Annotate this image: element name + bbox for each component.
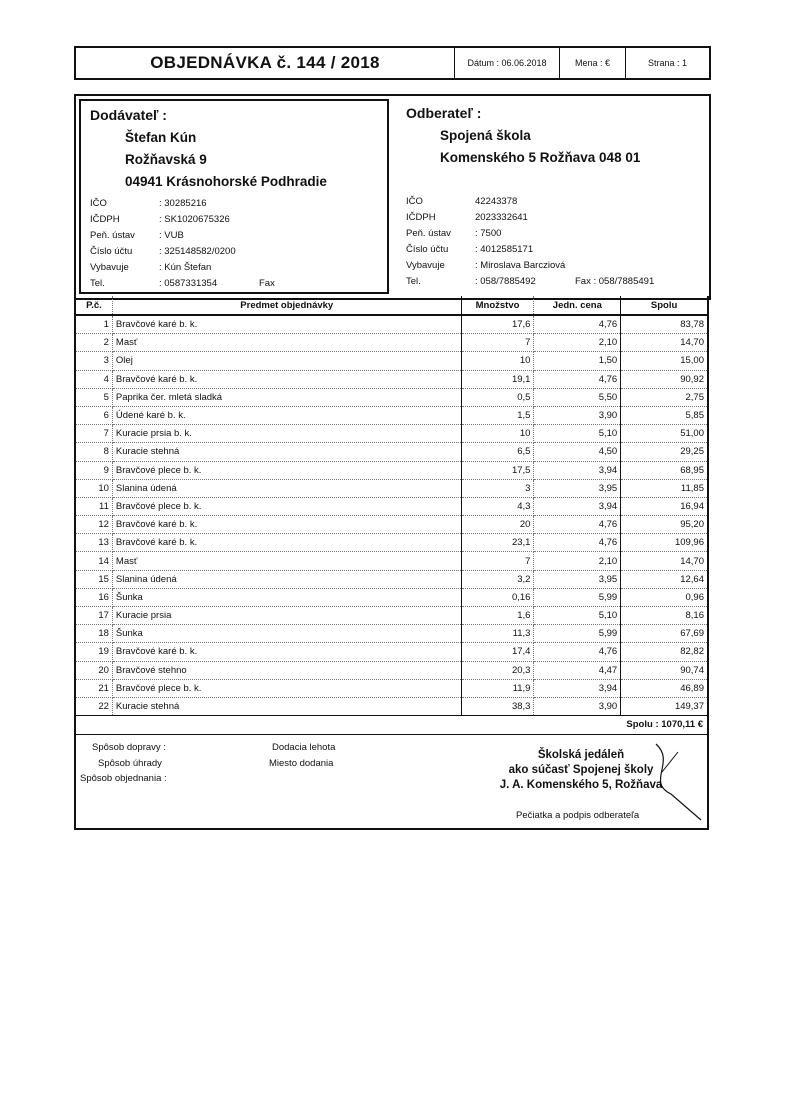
order-date: Dátum : 06.06.2018 <box>454 48 559 78</box>
col-header-quantity: Množstvo <box>461 296 534 315</box>
row-item-name: Údené karé b. k. <box>112 406 461 424</box>
row-quantity: 3,2 <box>461 570 534 588</box>
row-number: 21 <box>75 679 112 697</box>
col-header-item: Predmet objednávky <box>112 296 461 315</box>
row-number: 5 <box>75 388 112 406</box>
row-total: 14,70 <box>621 552 708 570</box>
row-total: 83,78 <box>621 315 708 334</box>
row-unit-price: 4,47 <box>534 661 621 679</box>
row-item-name: Bravčové stehno <box>112 661 461 679</box>
transport-method-label: Spôsob dopravy : <box>92 742 166 753</box>
row-unit-price: 1,50 <box>534 352 621 370</box>
row-number: 15 <box>75 570 112 588</box>
col-header-total: Spolu <box>621 296 708 315</box>
row-item-name: Masť <box>112 552 461 570</box>
row-unit-price: 4,76 <box>534 370 621 388</box>
row-total: 68,95 <box>621 461 708 479</box>
supplier-info <box>90 195 275 291</box>
supplier-street: Rožňavská 9 <box>125 152 207 167</box>
row-total: 51,00 <box>621 425 708 443</box>
customer-field: IČDPH 2023332641 <box>406 211 528 223</box>
row-quantity: 20 <box>461 516 534 534</box>
table-row <box>75 461 708 479</box>
row-unit-price: 5,50 <box>534 388 621 406</box>
row-quantity: 38,3 <box>461 697 534 715</box>
table-row <box>75 479 708 497</box>
table-row <box>75 388 708 406</box>
stamp-line-1: Školská jedáleň <box>537 749 625 761</box>
payment-method-label: Spôsob úhrady <box>98 758 162 769</box>
delivery-place-label: Miesto dodania <box>269 758 334 769</box>
row-number: 12 <box>75 516 112 534</box>
table-row <box>75 625 708 643</box>
row-quantity: 17,4 <box>461 643 534 661</box>
row-unit-price: 4,50 <box>534 443 621 461</box>
row-item-name: Bravčové karé b. k. <box>112 315 461 334</box>
row-quantity: 17,5 <box>461 461 534 479</box>
row-item-name: Šunka <box>112 625 461 643</box>
row-total: 46,89 <box>621 679 708 697</box>
supplier-label: Dodávateľ : <box>90 107 167 123</box>
row-total: 14,70 <box>621 334 708 352</box>
order-header <box>74 46 711 80</box>
row-quantity: 1,5 <box>461 406 534 424</box>
row-item-name: Kuracie prsia <box>112 607 461 625</box>
row-quantity: 4,3 <box>461 497 534 515</box>
row-number: 1 <box>75 315 112 334</box>
supplier-field: IČDPH : SK1020675326 <box>90 213 230 225</box>
table-row <box>75 516 708 534</box>
row-unit-price: 4,76 <box>534 516 621 534</box>
delivery-time-label: Dodacia lehota <box>272 742 336 753</box>
row-unit-price: 3,90 <box>534 697 621 715</box>
supplier-field: Vybavuje : Kún Štefan <box>90 261 212 273</box>
row-item-name: Paprika čer. mletá sladká <box>112 388 461 406</box>
row-quantity: 19,1 <box>461 370 534 388</box>
row-total: 29,25 <box>621 443 708 461</box>
row-quantity: 0,16 <box>461 588 534 606</box>
row-quantity: 10 <box>461 352 534 370</box>
order-title: OBJEDNÁVKA č. 144 / 2018 <box>150 53 380 72</box>
row-unit-price: 4,76 <box>534 643 621 661</box>
row-total: 15,00 <box>621 352 708 370</box>
row-item-name: Olej <box>112 352 461 370</box>
table-row <box>75 534 708 552</box>
row-number: 10 <box>75 479 112 497</box>
row-unit-price: 3,90 <box>534 406 621 424</box>
table-row <box>75 588 708 606</box>
row-quantity: 3 <box>461 479 534 497</box>
customer-field: Vybavuje : Miroslava Barcziová <box>406 259 566 271</box>
ordering-method-label: Spôsob objednania : <box>80 773 167 784</box>
supplier-field: Číslo účtu : 325148582/0200 <box>90 245 236 257</box>
supplier-field: Peň. ústav : VUB <box>90 229 184 241</box>
order-footer <box>74 734 709 830</box>
row-unit-price: 4,76 <box>534 534 621 552</box>
customer-box <box>406 99 706 294</box>
row-number: 9 <box>75 461 112 479</box>
table-row <box>75 497 708 515</box>
row-quantity: 6,5 <box>461 443 534 461</box>
table-header-row <box>75 296 708 315</box>
supplier-field: IČO : 30285216 <box>90 197 207 209</box>
row-unit-price: 4,76 <box>534 315 621 334</box>
customer-fax: Fax : 058/7885491 <box>575 275 655 287</box>
row-quantity: 17,6 <box>461 315 534 334</box>
row-quantity: 11,9 <box>461 679 534 697</box>
row-total: 2,75 <box>621 388 708 406</box>
col-header-no: P.č. <box>75 296 112 315</box>
row-unit-price: 3,95 <box>534 570 621 588</box>
row-number: 16 <box>75 588 112 606</box>
row-item-name: Bravčové karé b. k. <box>112 643 461 661</box>
parties-block <box>74 94 711 300</box>
row-number: 19 <box>75 643 112 661</box>
table-row <box>75 315 708 334</box>
row-quantity: 7 <box>461 334 534 352</box>
row-total: 0,96 <box>621 588 708 606</box>
row-unit-price: 5,10 <box>534 425 621 443</box>
row-total: 11,85 <box>621 479 708 497</box>
signature-caption: Pečiatka a podpis odberateľa <box>516 810 640 821</box>
table-row <box>75 607 708 625</box>
row-number: 3 <box>75 352 112 370</box>
row-number: 17 <box>75 607 112 625</box>
row-number: 8 <box>75 443 112 461</box>
grand-total: Spolu : 1070,11 € <box>626 719 703 730</box>
supplier-city: 04941 Krásnohorské Podhradie <box>125 174 327 189</box>
row-item-name: Slanina údená <box>112 479 461 497</box>
customer-field: Číslo účtu : 4012585171 <box>406 243 534 255</box>
table-row <box>75 425 708 443</box>
row-number: 6 <box>75 406 112 424</box>
row-number: 18 <box>75 625 112 643</box>
row-quantity: 11,3 <box>461 625 534 643</box>
row-number: 2 <box>75 334 112 352</box>
order-page: Strana : 1 <box>625 48 709 78</box>
row-total: 5,85 <box>621 406 708 424</box>
table-row <box>75 406 708 424</box>
table-row <box>75 643 708 661</box>
table-row <box>75 443 708 461</box>
table-row <box>75 679 708 697</box>
table-row <box>75 570 708 588</box>
customer-label: Odberateľ : <box>406 105 482 121</box>
row-total: 90,74 <box>621 661 708 679</box>
customer-address: Komenského 5 Rožňava 048 01 <box>440 150 641 165</box>
stamp-line-3: J. A. Komenského 5, Rožňava <box>499 779 663 791</box>
row-quantity: 0,5 <box>461 388 534 406</box>
row-total: 149,37 <box>621 697 708 715</box>
stamp-line-2: ako súčasť Spojenej školy <box>508 764 654 776</box>
customer-field: Tel. : 058/7885492 Fax : 058/7885491 <box>406 275 655 287</box>
row-item-name: Bravčové karé b. k. <box>112 534 461 552</box>
supplier-field: Tel. : 0587331354 Fax <box>90 277 275 289</box>
table-row <box>75 661 708 679</box>
table-body <box>75 315 708 716</box>
row-quantity: 7 <box>461 552 534 570</box>
grand-total-row <box>74 716 709 735</box>
row-unit-price: 3,94 <box>534 461 621 479</box>
row-item-name: Kuracie stehná <box>112 443 461 461</box>
row-unit-price: 5,99 <box>534 588 621 606</box>
supplier-name: Štefan Kún <box>125 130 197 145</box>
row-total: 90,92 <box>621 370 708 388</box>
row-unit-price: 5,10 <box>534 607 621 625</box>
row-unit-price: 3,95 <box>534 479 621 497</box>
row-total: 16,94 <box>621 497 708 515</box>
order-currency: Mena : € <box>559 48 625 78</box>
row-item-name: Bravčové plece b. k. <box>112 679 461 697</box>
row-number: 11 <box>75 497 112 515</box>
row-item-name: Šunka <box>112 588 461 606</box>
table-row <box>75 352 708 370</box>
customer-info <box>406 193 654 289</box>
supplier-box <box>79 99 389 294</box>
row-total: 109,96 <box>621 534 708 552</box>
row-quantity: 10 <box>461 425 534 443</box>
row-number: 22 <box>75 697 112 715</box>
row-quantity: 20,3 <box>461 661 534 679</box>
row-number: 13 <box>75 534 112 552</box>
row-unit-price: 2,10 <box>534 334 621 352</box>
supplier-fax-label: Fax <box>259 277 275 289</box>
row-item-name: Bravčové plece b. k. <box>112 461 461 479</box>
row-unit-price: 2,10 <box>534 552 621 570</box>
row-unit-price: 3,94 <box>534 497 621 515</box>
row-quantity: 1,6 <box>461 607 534 625</box>
table-row <box>75 370 708 388</box>
row-item-name: Kuracie prsia b. k. <box>112 425 461 443</box>
row-item-name: Bravčové plece b. k. <box>112 497 461 515</box>
customer-field: Peň. ústav : 7500 <box>406 227 502 239</box>
row-item-name: Masť <box>112 334 461 352</box>
customer-name: Spojená škola <box>440 128 531 143</box>
row-total: 12,64 <box>621 570 708 588</box>
row-number: 20 <box>75 661 112 679</box>
row-number: 14 <box>75 552 112 570</box>
table-row <box>75 552 708 570</box>
row-item-name: Bravčové karé b. k. <box>112 370 461 388</box>
row-quantity: 23,1 <box>461 534 534 552</box>
row-item-name: Bravčové karé b. k. <box>112 516 461 534</box>
row-total: 95,20 <box>621 516 708 534</box>
col-header-unit-price: Jedn. cena <box>534 296 621 315</box>
row-number: 7 <box>75 425 112 443</box>
row-total: 67,69 <box>621 625 708 643</box>
order-items-table <box>74 296 709 716</box>
row-number: 4 <box>75 370 112 388</box>
row-unit-price: 3,94 <box>534 679 621 697</box>
table-row <box>75 334 708 352</box>
row-unit-price: 5,99 <box>534 625 621 643</box>
row-total: 8,16 <box>621 607 708 625</box>
row-total: 82,82 <box>621 643 708 661</box>
customer-field: IČO 42243378 <box>406 195 518 207</box>
row-item-name: Slanina údená <box>112 570 461 588</box>
row-item-name: Kuracie stehná <box>112 697 461 715</box>
table-row <box>75 697 708 715</box>
